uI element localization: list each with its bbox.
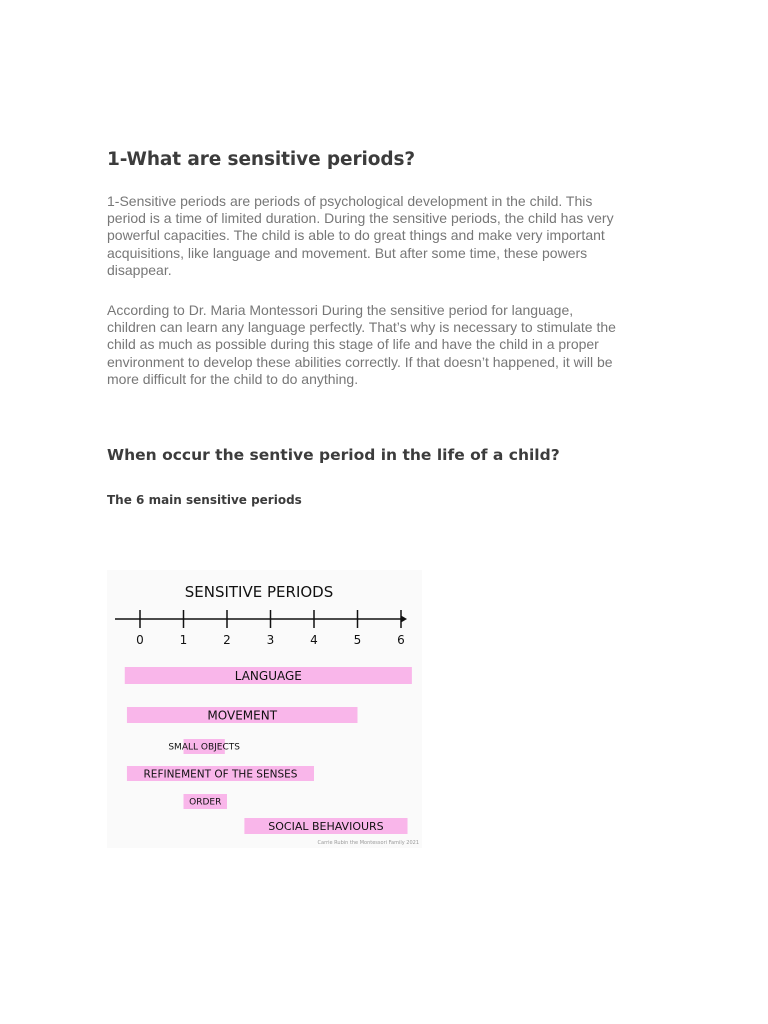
x-tick-label: 2: [223, 633, 231, 647]
period-label: MOVEMENT: [207, 708, 278, 723]
x-axis-arrow: [401, 616, 407, 623]
x-tick-label: 5: [353, 633, 362, 647]
sensitive-periods-chart: [107, 570, 422, 848]
period-label: SOCIAL BEHAVIOURS: [268, 819, 384, 833]
paragraph-line: 1-Sensitive periods are periods of psychological development in the child. This: [107, 193, 593, 209]
paragraph-line: child as much as possible during this stage of life and have the child in a proper: [107, 336, 599, 353]
x-tick-label: 4: [310, 633, 318, 647]
period-label: SMALL OBJECTS: [168, 742, 240, 753]
paragraph-line: According to Dr. Maria Montessori During the sensitive period for language,: [107, 302, 574, 318]
page-title: 1-What are sensitive periods?: [107, 149, 416, 170]
paragraph-line: disappear.: [107, 261, 172, 278]
paragraph-montessori: [107, 302, 667, 388]
paragraph-line: children can learn any language perfectly. That’s why is necessary to stimulate the: [107, 319, 616, 336]
chart-title: SENSITIVE PERIODS: [184, 583, 334, 601]
paragraph-line: period is a time of limited duration. During the sensitive periods, the child has very: [107, 210, 614, 227]
section-heading: When occur the sentive period in the life of a child?: [107, 446, 560, 464]
paragraph-line: more difficult for the child to do anything.: [107, 370, 359, 387]
x-tick-label: 6: [397, 633, 405, 647]
chart-svg: [107, 570, 422, 848]
section-subheading: The 6 main sensitive periods: [107, 493, 302, 507]
paragraph-line: acquisitions, like language and movement. But after some time, these powers: [107, 244, 588, 261]
period-label: LANGUAGE: [234, 668, 302, 683]
x-tick-label: 3: [266, 633, 275, 647]
paragraph-definition: [107, 193, 667, 279]
paragraph-line: environment to develop these abilities correctly. If that doesn’t happened, it will be: [107, 353, 613, 370]
x-tick-label: 0: [136, 633, 144, 647]
period-label: REFINEMENT OF THE SENSES: [143, 768, 298, 781]
paragraph-line: powerful capacities. The child is able to do great things and make very important: [107, 227, 605, 244]
x-tick-label: 1: [179, 633, 188, 647]
period-label: ORDER: [189, 797, 222, 808]
chart-credit: Carrie Rubin the Montessori Family 2021: [317, 840, 419, 846]
